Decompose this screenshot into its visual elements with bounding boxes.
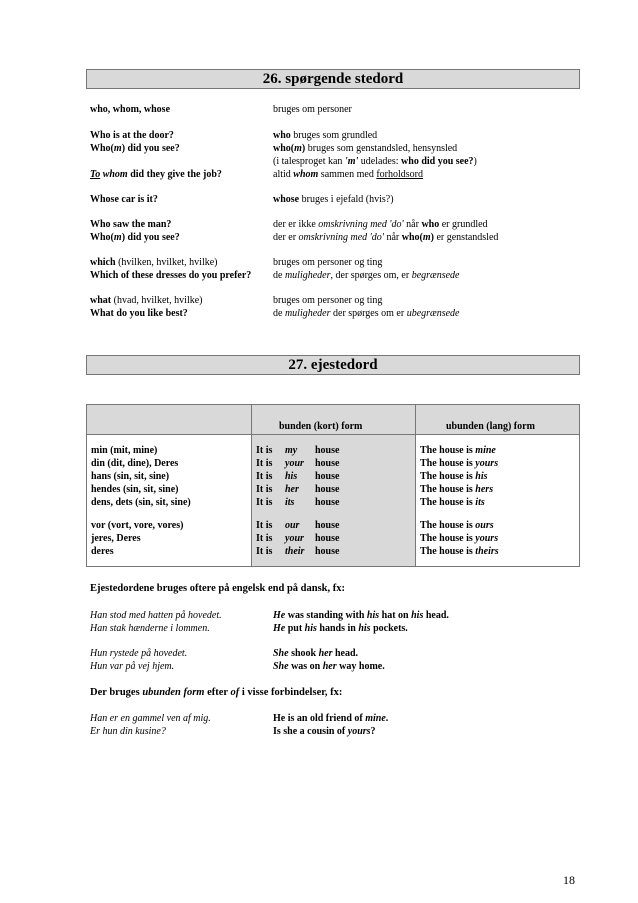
s26-right: who bruges som grundled <box>273 130 378 141</box>
house-cell: house <box>315 471 340 482</box>
long-form-cell: The house is theirs <box>420 546 499 557</box>
s26-left: what (hvad, hvilket, hvilke) <box>90 295 203 306</box>
example-english: Is she a cousin of yours? <box>273 726 376 737</box>
s26-right: der er ikke omskrivning med 'do' når who er grundled <box>273 219 488 230</box>
example-row <box>0 609 638 622</box>
s26-row-4 <box>0 155 638 168</box>
example-row <box>0 660 638 673</box>
pronoun-cell: deres <box>91 546 114 557</box>
pronoun-cell: vor (vort, vore, vores) <box>91 520 184 531</box>
table-header-cell-empty <box>87 405 251 435</box>
s26-row-5 <box>0 168 638 181</box>
s26-left: To whom did they give the job? <box>90 169 222 180</box>
s26-right: who(m) bruges som genstandsled, hensynsled <box>273 143 458 154</box>
s26-left: who, whom, whose <box>90 104 171 115</box>
pronoun-cell: din (dit, dine), Deres <box>91 458 179 469</box>
table-divider <box>415 405 416 566</box>
long-form-cell: The house is yours <box>420 458 499 469</box>
short-form-cell: her <box>285 484 299 495</box>
usage-heading-2: Der bruges ubunden form efter of i visse forbindelser, fx: <box>90 687 343 698</box>
example-danish: Hun var på vej hjem. <box>90 661 175 672</box>
example-row <box>0 712 638 725</box>
s26-left: Who is at the door? <box>90 130 174 141</box>
example-english: He is an old friend of mine. <box>273 713 389 724</box>
example-english: She was on her way home. <box>273 661 385 672</box>
example-row <box>0 725 638 738</box>
usage-heading: Ejestedordene bruges oftere på engelsk end på dansk, fx: <box>90 583 346 594</box>
s26-row-12 <box>0 307 638 320</box>
possessive-table <box>86 404 580 567</box>
s26-right: der er omskrivning med 'do' når who(m) er genstandsled <box>273 232 499 243</box>
short-form-cell: their <box>285 546 305 557</box>
long-form-cell: The house is yours <box>420 533 499 544</box>
s26-right: altid whom sammen med forholdsord <box>273 169 424 180</box>
s26-left: What do you like best? <box>90 308 188 319</box>
s26-row-2 <box>0 129 638 142</box>
house-cell: house <box>315 497 340 508</box>
example-english: He put his hands in his pockets. <box>273 623 408 634</box>
s26-right: de muligheder, der spørges om, er begrænsede <box>273 270 460 281</box>
example-row <box>0 622 638 635</box>
page-number: 18 <box>563 873 575 887</box>
s26-right: bruges om personer og ting <box>273 295 383 306</box>
pronoun-cell: min (mit, mine) <box>91 445 158 456</box>
short-form-cell: my <box>285 445 298 456</box>
it-is-cell: It is <box>256 484 273 495</box>
house-cell: house <box>315 533 340 544</box>
table-divider <box>87 434 579 435</box>
long-form-cell: The house is its <box>420 497 485 508</box>
long-form-cell: The house is mine <box>420 445 496 456</box>
it-is-cell: It is <box>256 445 273 456</box>
s26-row-10 <box>0 269 638 282</box>
it-is-cell: It is <box>256 533 273 544</box>
example-danish: Han stod med hatten på hovedet. <box>90 610 222 621</box>
short-form-cell: its <box>285 497 295 508</box>
example-english: She shook her head. <box>273 648 359 659</box>
example-row <box>0 647 638 660</box>
pronoun-cell: hendes (sin, sit, sine) <box>91 484 179 495</box>
long-form-cell: The house is ours <box>420 520 494 531</box>
section-26-header <box>86 69 580 89</box>
pronoun-cell: jeres, Deres <box>91 533 141 544</box>
s26-right: de muligheder der spørges om er ubegrænsede <box>273 308 460 319</box>
s26-left: Who saw the man? <box>90 219 172 230</box>
s26-row-6 <box>0 193 638 206</box>
s26-row-11 <box>0 294 638 307</box>
col-header-ubunden: ubunden (lang) form <box>446 421 535 432</box>
example-danish: Han stak hænderne i lommen. <box>90 623 210 634</box>
house-cell: house <box>315 484 340 495</box>
s26-left: Who(m) did you see? <box>90 232 180 243</box>
it-is-cell: It is <box>256 546 273 557</box>
s26-right: whose bruges i ejefald (hvis?) <box>273 194 394 205</box>
short-form-cell: our <box>285 520 300 531</box>
s26-right: (i talesproget kan 'm' udelades: who did you see?) <box>273 156 477 167</box>
house-cell: house <box>315 458 340 469</box>
it-is-cell: It is <box>256 520 273 531</box>
house-cell: house <box>315 546 340 557</box>
short-form-cell: his <box>285 471 298 482</box>
it-is-cell: It is <box>256 471 273 482</box>
s26-left: Which of these dresses do you prefer? <box>90 270 252 281</box>
section-27-title: 27. ejestedord <box>288 357 378 373</box>
section-27-header <box>86 355 580 375</box>
col-header-bunden: bunden (kort) form <box>279 421 363 432</box>
s26-right: bruges om personer <box>273 104 352 115</box>
it-is-cell: It is <box>256 458 273 469</box>
long-form-cell: The house is his <box>420 471 488 482</box>
house-cell: house <box>315 445 340 456</box>
s26-row-1 <box>0 103 638 116</box>
short-form-cell: your <box>285 533 304 544</box>
house-cell: house <box>315 520 340 531</box>
example-danish: Hun rystede på hovedet. <box>90 648 188 659</box>
s26-left: Who(m) did you see? <box>90 143 180 154</box>
section-26-title: 26. spørgende stedord <box>262 71 404 87</box>
example-danish: Er hun din kusine? <box>90 726 166 737</box>
it-is-cell: It is <box>256 497 273 508</box>
pronoun-cell: dens, dets (sin, sit, sine) <box>91 497 191 508</box>
pronoun-cell: hans (sin, sit, sine) <box>91 471 170 482</box>
long-form-cell: The house is hers <box>420 484 494 495</box>
s26-row-8 <box>0 231 638 244</box>
s26-row-9 <box>0 256 638 269</box>
s26-row-3 <box>0 142 638 155</box>
s26-left: Whose car is it? <box>90 194 158 205</box>
s26-left: which (hvilken, hvilket, hvilke) <box>90 257 218 268</box>
example-english: He was standing with his hat on his head. <box>273 610 449 621</box>
short-form-cell: your <box>285 458 304 469</box>
s26-right: bruges om personer og ting <box>273 257 383 268</box>
s26-row-7 <box>0 218 638 231</box>
table-divider <box>251 405 252 566</box>
example-danish: Han er en gammel ven af mig. <box>90 713 211 724</box>
